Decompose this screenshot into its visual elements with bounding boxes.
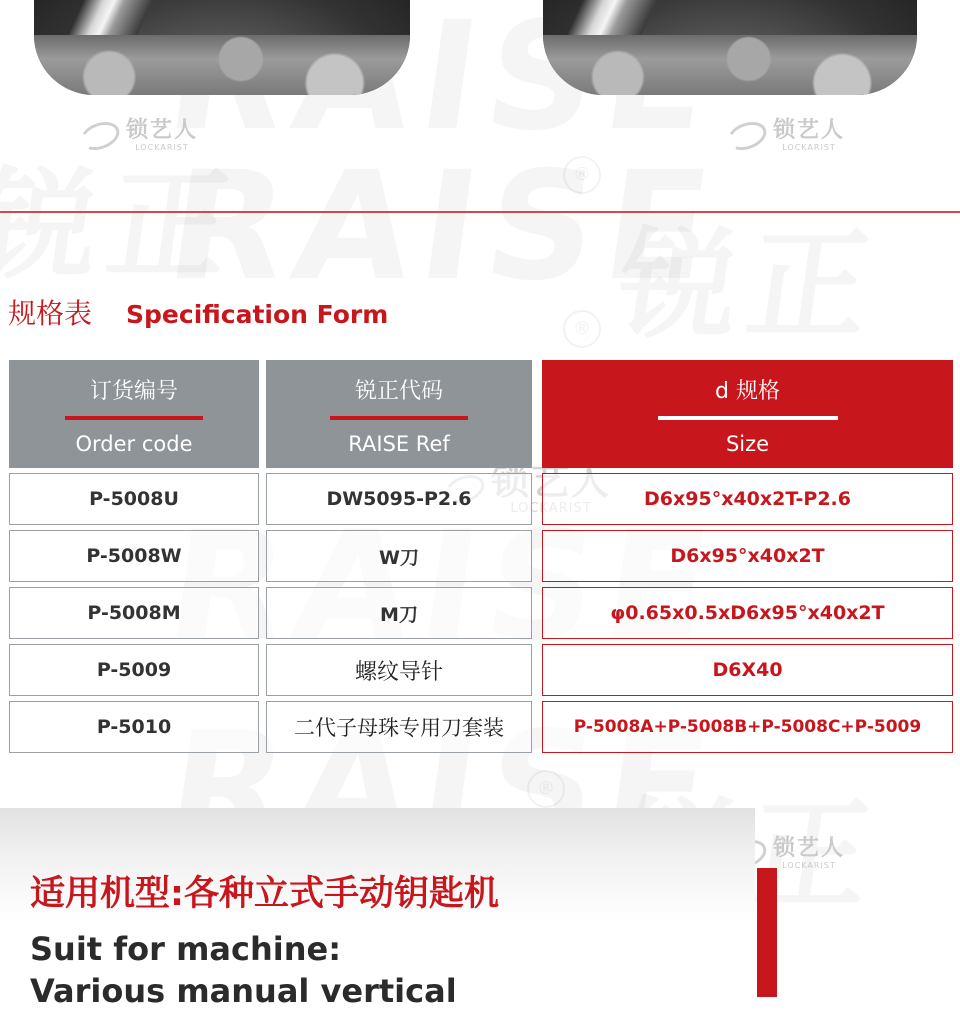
section-divider [0,211,960,213]
cell-order-code: P-5009 [9,644,259,696]
registered-mark: ® [563,310,601,348]
brand-logo-cn: 锁艺人 [126,118,199,143]
product-photo-left [34,0,410,95]
cell-order-code: P-5008W [9,530,259,582]
header-size [542,360,953,468]
cell-size: D6X40 [542,644,953,696]
header-label-en: Order code [75,432,193,456]
watermark-raise-2 [158,140,730,314]
section-title [8,292,388,332]
cell-order-code: P-5008U [9,473,259,525]
swirl-logo-icon [77,117,123,155]
header-label-cn: d 规格 [715,379,780,404]
suit-card-accent [757,868,777,997]
cell-order-code: P-5008M [9,587,259,639]
header-label-en: RAISE Ref [348,432,450,456]
product-photo-right [543,0,917,95]
brand-logo [80,120,198,152]
registered-mark: ® [527,770,565,808]
header-underline [658,416,838,420]
header-label-cn: 订货编号 [89,379,178,404]
cell-size: φ0.65x0.5xD6x95°x40x2T [542,587,953,639]
header-label-en: Size [725,432,770,456]
cell-raise-ref: M刀 [266,587,532,639]
header-raise-ref [266,360,532,468]
brand-logo-en: LOCKARIST [782,143,836,152]
cell-raise-ref: W刀 [266,530,532,582]
brand-logo [727,120,845,152]
section-title-en: Specification Form [126,300,389,329]
cell-raise-ref: 二代子母珠专用刀套装 [266,701,532,753]
header-label-cn: 锐正代码 [354,379,443,404]
cell-raise-ref: 螺纹导针 [266,644,532,696]
suit-title-cn: 适用机型:各种立式手动钥匙机 [30,874,499,914]
cell-size: P-5008A+P-5008B+P-5008C+P-5009 [542,701,953,753]
suit-text-line-1: Suit for machine: [30,930,341,968]
watermark-cn-1 [0,130,252,302]
header-underline [330,416,468,420]
header-order-code [9,360,259,468]
swirl-logo-icon [724,117,770,155]
cell-raise-ref: DW5095-P2.6 [266,473,532,525]
section-title-cn: 规格表 [8,297,93,330]
suit-text-en [30,928,457,1012]
brand-logo-en: LOCKARIST [782,861,836,870]
brand-logo-en: LOCKARIST [135,143,189,152]
cell-size: D6x95°x40x2T [542,530,953,582]
watermark-cn-2 [608,190,892,362]
registered-mark: ® [563,156,601,194]
cell-order-code: P-5010 [9,701,259,753]
brand-logo-cn: 锁艺人 [773,836,846,861]
header-underline [65,416,203,420]
suit-text-line-2: Various manual vertical [30,972,457,1010]
brand-logo-cn: 锁艺人 [773,118,846,143]
cell-size: D6x95°x40x2T-P2.6 [542,473,953,525]
